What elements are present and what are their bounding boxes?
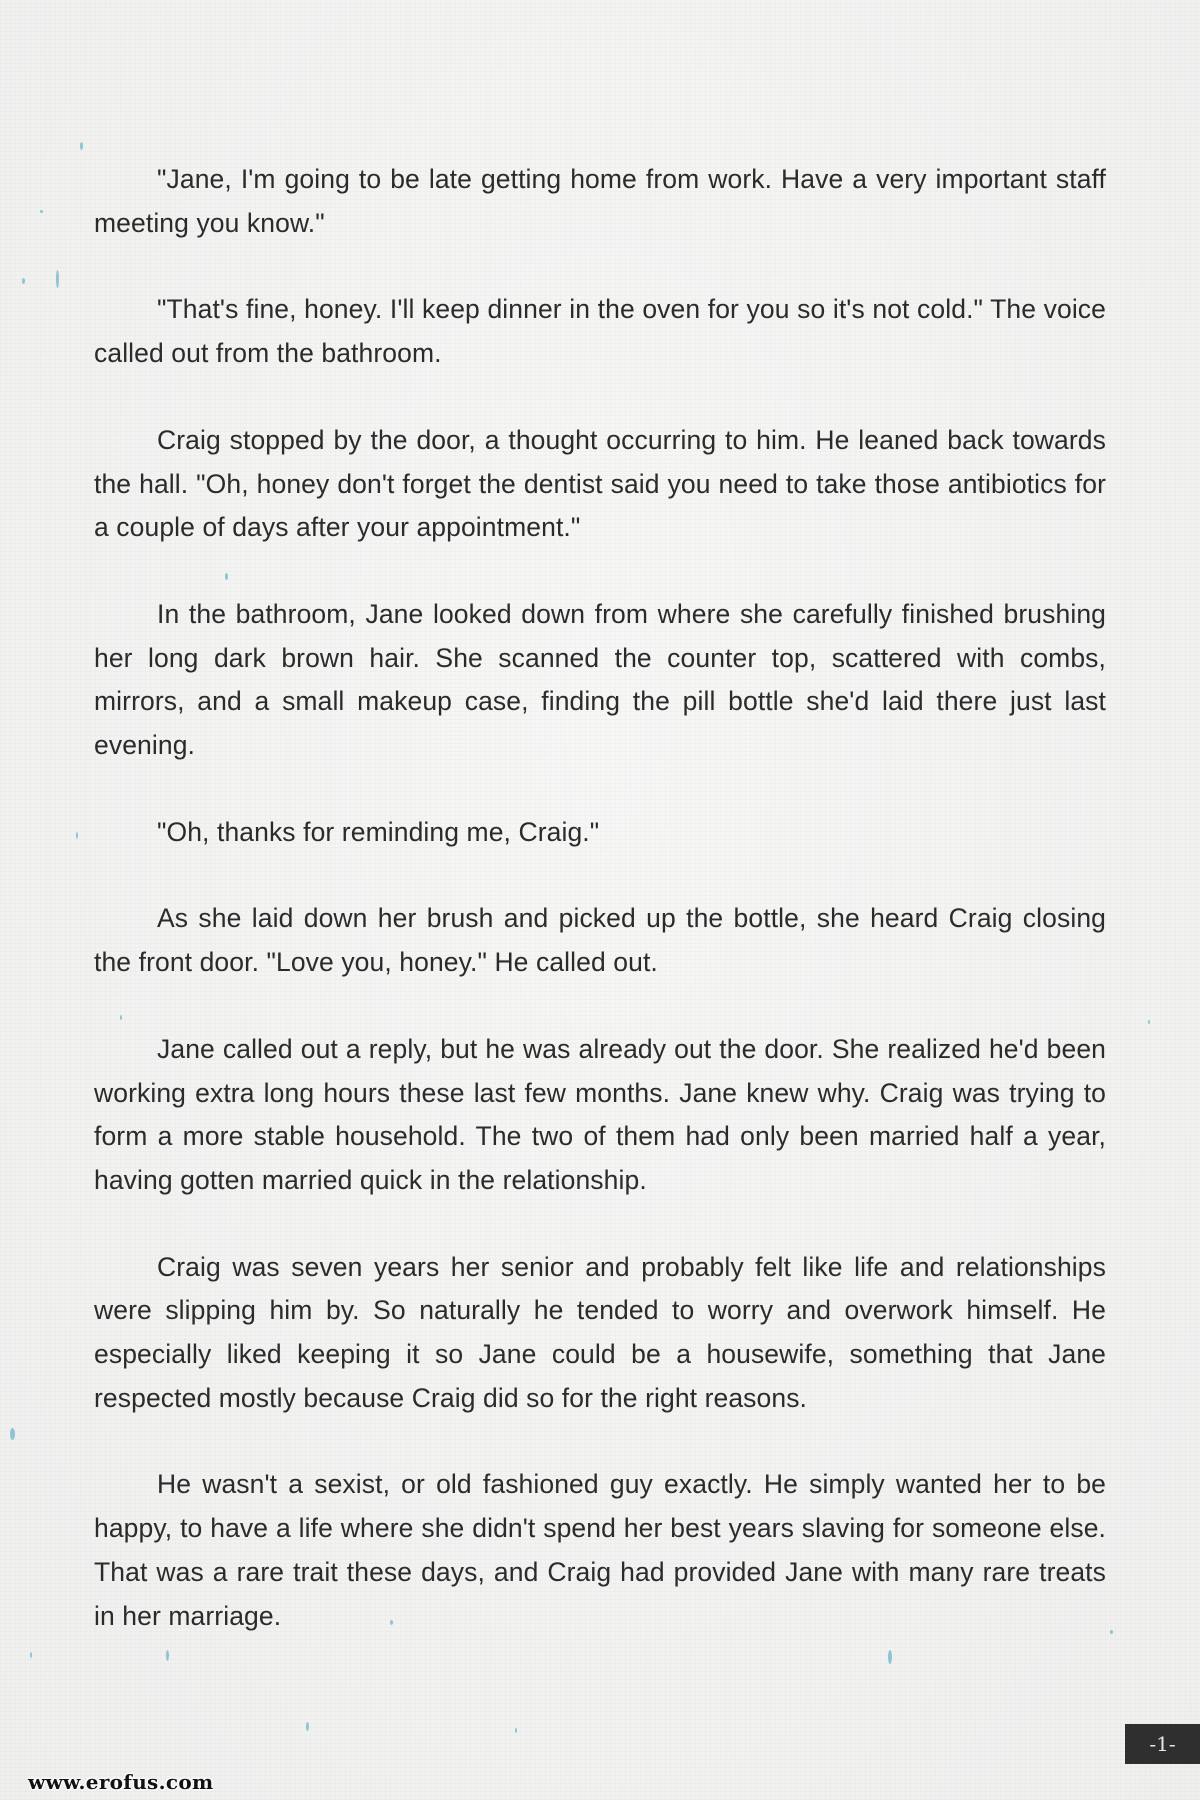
paint-speck (515, 1728, 517, 1733)
paint-speck (1148, 1020, 1150, 1024)
paragraph: In the bathroom, Jane looked down from where she carefully finished brushing her long dark brown hair. She scanned the counter top, scattered with combs, mirrors, and a small makeup case, finding the pill bottle she'd laid there just last evening. (94, 598, 1106, 761)
paint-speck (306, 1722, 309, 1731)
paragraph: He wasn't a sexist, or old fashioned guy exactly. He simply wanted her to be happy, to have a life where she didn't spend her best years slaving for someone else. That was a rare trait these days, and Craig had provided Jane with many rare treats in her marriage. (94, 1469, 1106, 1631)
watermark: www.erofus.com (28, 1770, 214, 1794)
paint-speck (1110, 1630, 1113, 1634)
paint-speck (76, 832, 78, 839)
paint-speck (10, 1428, 15, 1440)
paragraph: "Oh, thanks for reminding me, Craig." (157, 816, 600, 847)
paragraph: Craig was seven years her senior and probably felt like life and relationships were slipping him by. So naturally he tended to worry and overwork himself. He especially liked keeping it so Jane could be a housewife, something that Jane respected mostly because Craig did so for the right reasons. (94, 1251, 1106, 1413)
paragraph: As she laid down her brush and picked up the bottle, she heard Craig closing the front door. "Love you, honey." He called out. (94, 903, 1106, 978)
paragraph: Jane called out a reply, but he was already out the door. She realized he'd been working extra long hours these last few months. Jane knew why. Craig was trying to form a more stable household. The two of them had only been married half a year, having gotten married quick in the relationship. (94, 1033, 1106, 1195)
paragraph: Craig stopped by the door, a thought occurring to him. He leaned back towards the hall. "Oh, honey don't forget the dentist said you need to take those antibiotics for a couple of days after your appointment." (94, 424, 1106, 543)
paint-speck (40, 210, 43, 213)
paragraph: "Jane, I'm going to be late getting home from work. Have a very important staff meeting you know." (94, 164, 1106, 238)
paragraph: "That's fine, honey. I'll keep dinner in the oven for you so it's not cold." The voice called out from the bathroom. (94, 294, 1106, 369)
paint-speck (22, 278, 25, 284)
paint-speck (80, 142, 83, 150)
page-number: -1- (1125, 1724, 1200, 1764)
paint-speck (30, 1652, 32, 1658)
paint-speck (56, 270, 59, 288)
story-text (94, 158, 1106, 1681)
